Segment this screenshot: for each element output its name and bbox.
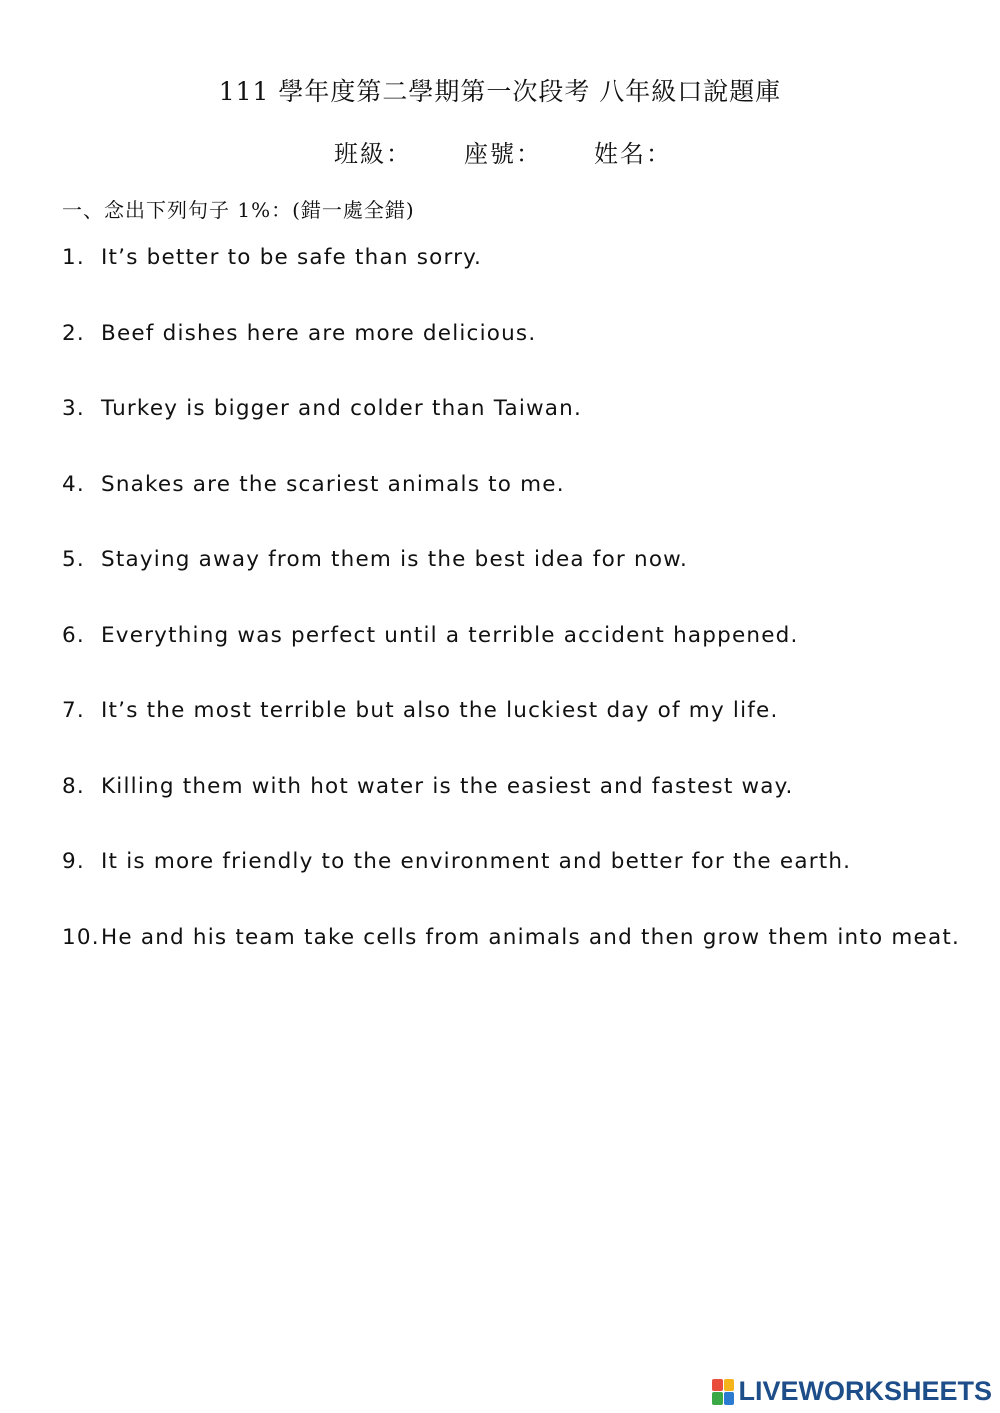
sentence-text: He and his team take cells from animals and then grow them into meat. — [101, 924, 961, 950]
sentence-text: Snakes are the scariest animals to me. — [101, 471, 565, 497]
sentence-number: 4. — [62, 471, 85, 497]
sentence-item — [62, 698, 982, 774]
sentence-item — [62, 321, 982, 397]
sentence-number: 2. — [62, 320, 85, 346]
sentence-number: 5. — [62, 547, 85, 572]
page-title: 111 學年度第二學期第一次段考 八年級口說題庫 — [218, 77, 782, 106]
sentence-item — [62, 245, 982, 321]
sentence-number: 1. — [62, 245, 85, 270]
logo-square-red — [712, 1379, 723, 1392]
sentence-text: Killing them with hot water is the easiest and fastest way. — [101, 773, 794, 799]
logo-square-blue — [724, 1392, 735, 1405]
sentence-item — [62, 472, 982, 548]
sentence-number: 10. — [62, 924, 100, 950]
sentence-item — [62, 925, 982, 1001]
liveworksheets-logo-icon — [712, 1379, 734, 1405]
sentence-text: Staying away from them is the best idea for now. — [101, 547, 689, 572]
sentence-text: Everything was perfect until a terrible accident happened. — [101, 622, 799, 648]
sentence-text: It’s the most terrible but also the luckiest day of my life. — [101, 698, 779, 723]
sentence-number: 3. — [62, 396, 85, 421]
liveworksheets-logo-text: LIVEWORKSHEETS — [738, 1376, 992, 1406]
seat-field-label: 座號： — [464, 140, 542, 168]
sentence-text: Beef dishes here are more delicious. — [101, 320, 537, 346]
class-field-label: 班級： — [334, 140, 412, 168]
sentence-item — [62, 547, 982, 623]
sentence-number: 9. — [62, 849, 85, 874]
sentence-item — [62, 623, 982, 699]
sentence-text: Turkey is bigger and colder than Taiwan. — [101, 396, 583, 421]
student-info-row — [0, 134, 1000, 169]
sentence-text: It is more friendly to the environment and better for the earth. — [101, 849, 852, 874]
name-field-label: 姓名： — [594, 140, 672, 168]
liveworksheets-watermark — [712, 1376, 992, 1407]
section-heading: 一、念出下列句子 1%：(錯一處全錯) — [62, 198, 415, 222]
sentence-number: 6. — [62, 622, 85, 648]
sentence-item — [62, 396, 982, 472]
sentence-item — [62, 774, 982, 850]
sentence-list — [62, 245, 982, 1000]
sentence-text: It’s better to be safe than sorry. — [101, 245, 483, 270]
sentence-number: 7. — [62, 698, 85, 723]
logo-square-green — [712, 1392, 723, 1405]
logo-square-yellow — [724, 1379, 735, 1392]
sentence-item — [62, 849, 982, 925]
sentence-number: 8. — [62, 773, 85, 799]
